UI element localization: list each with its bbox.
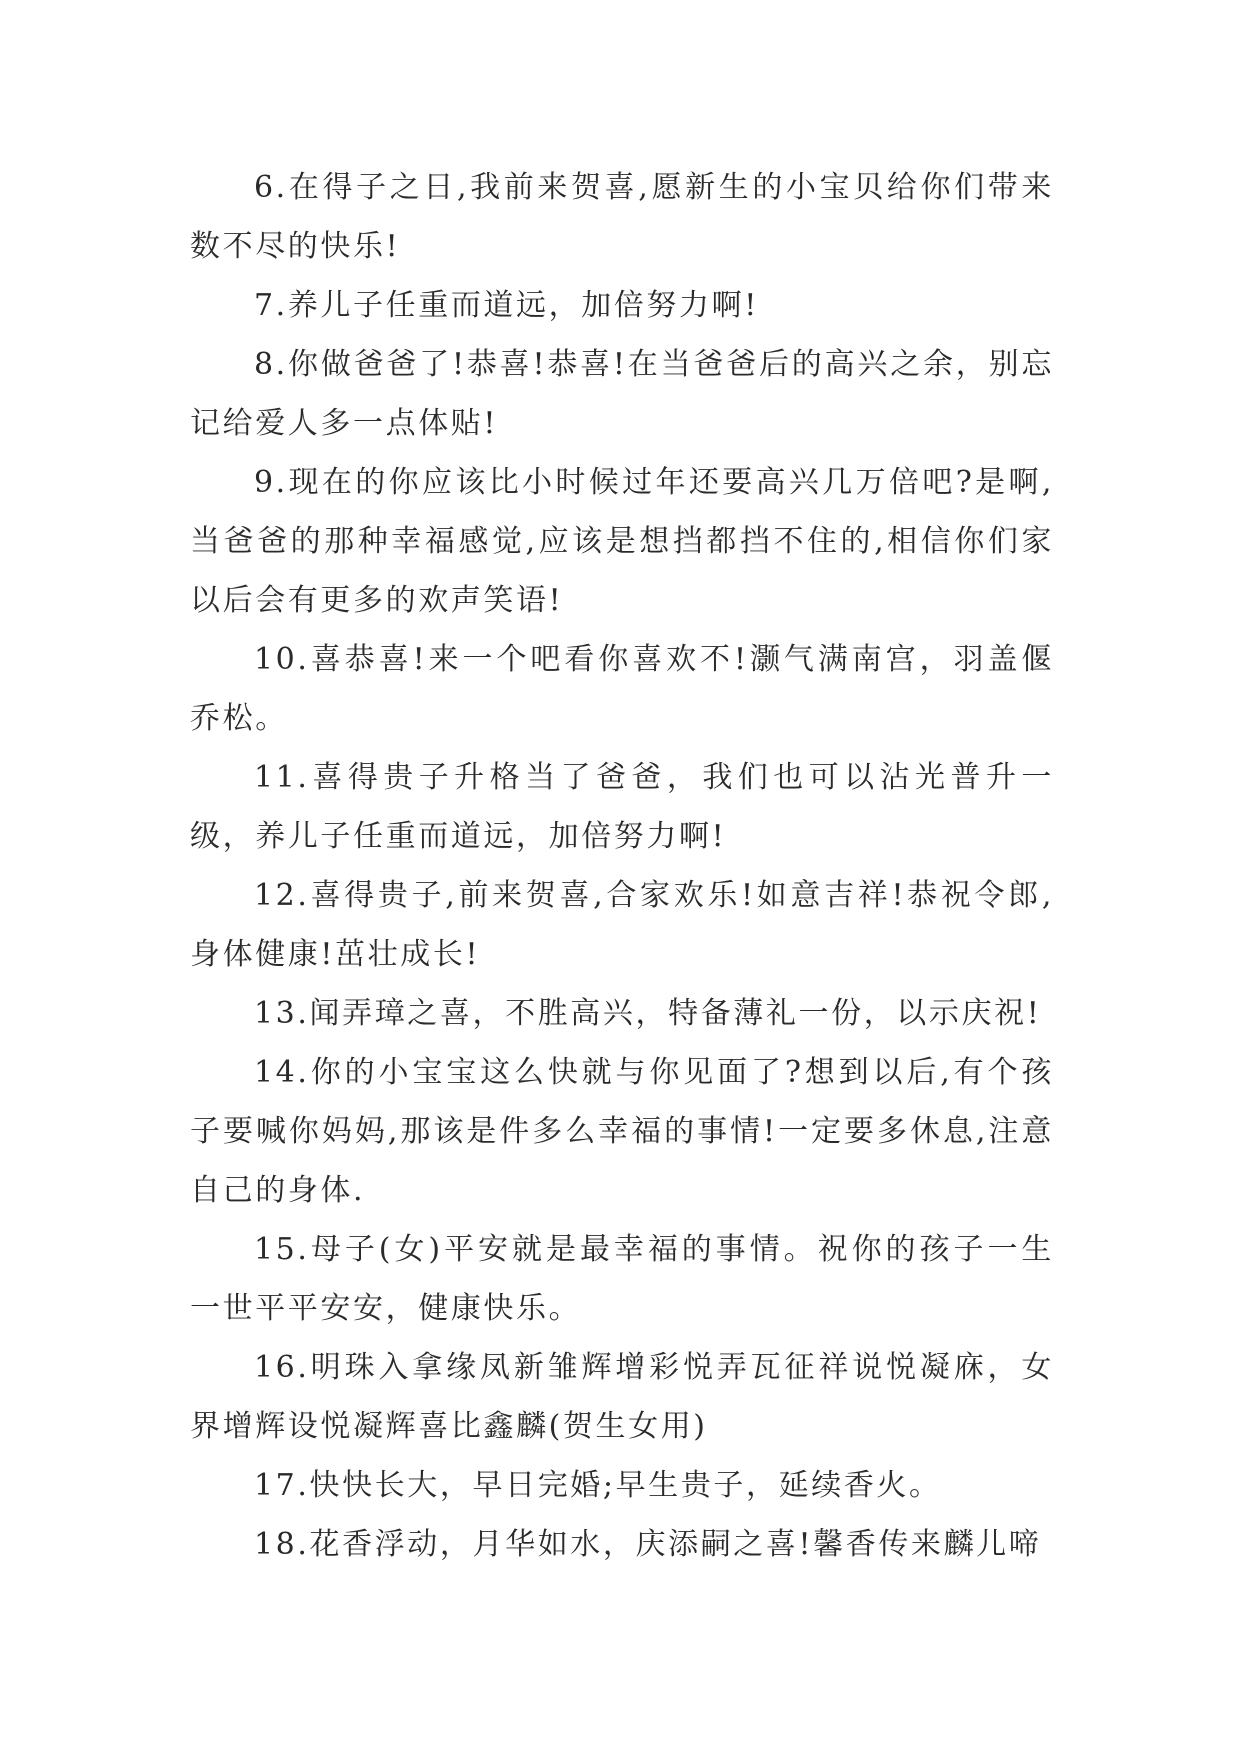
paragraph-8: 8.你做爸爸了!恭喜!恭喜!在当爸爸后的高兴之余，别忘记给爱人多一点体贴! — [190, 347, 1054, 441]
paragraph-14: 14.你的小宝宝这么快就与你见面了?想到以后,有个孩子要喊你妈妈,那该是件多么幸福的事情!一定要多休息,注意自己的身体. — [190, 1055, 1054, 1208]
paragraph-10: 10.喜恭喜!来一个吧看你喜欢不!灏气满南宫，羽盖偃乔松。 — [190, 642, 1054, 736]
paragraph-7: 7.养儿子任重而道远，加倍努力啊! — [254, 288, 759, 323]
paragraph-6: 6.在得子之日,我前来贺喜,愿新生的小宝贝给你们带来数不尽的快乐! — [190, 170, 1054, 264]
paragraph-13: 13.闻弄璋之喜，不胜高兴，特备薄礼一份，以示庆祝! — [254, 996, 1042, 1031]
paragraph-18: 18.花香浮动，月华如水，庆添嗣之喜!馨香传来麟儿啼 — [254, 1527, 1042, 1562]
paragraph-11: 11.喜得贵子升格当了爸爸，我们也可以沾光普升一级，养儿子任重而道远，加倍努力啊! — [190, 760, 1054, 854]
paragraph-16: 16.明珠入拿缘凤新雏辉增彩悦弄瓦征祥说悦凝庥，女界增辉设悦凝辉喜比鑫麟(贺生女用) — [190, 1350, 1054, 1444]
document-body — [190, 158, 1054, 1574]
paragraph-12: 12.喜得贵子,前来贺喜,合家欢乐!如意吉祥!恭祝令郎,身体健康!茁壮成长! — [190, 878, 1054, 972]
paragraph-15: 15.母子(女)平安就是最幸福的事情。祝你的孩子一生一世平平安安，健康快乐。 — [190, 1232, 1054, 1326]
paragraph-9: 9.现在的你应该比小时候过年还要高兴几万倍吧?是啊,当爸爸的那种幸福感觉,应该是想挡都挡不住的,相信你们家以后会有更多的欢声笑语! — [190, 465, 1054, 618]
paragraph-17: 17.快快长大，早日完婚;早生贵子，延续香火。 — [254, 1468, 942, 1503]
